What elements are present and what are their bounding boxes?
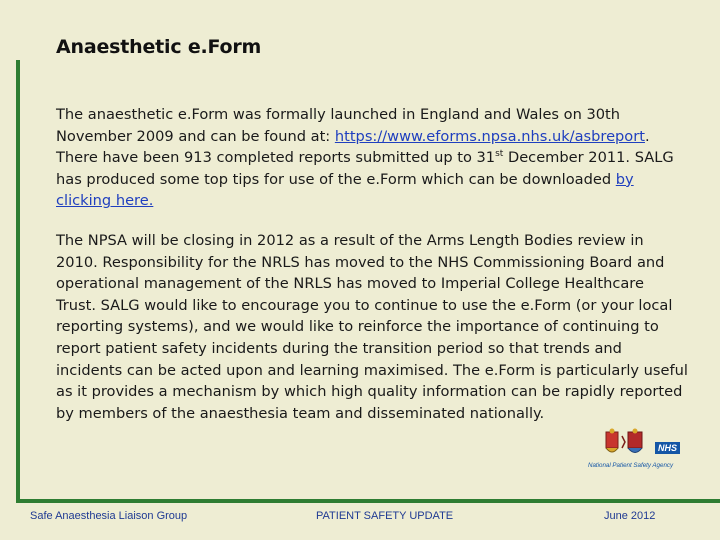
- paragraph-npsa-closing: The NPSA will be closing in 2012 as a result of the Arms Length Bodies review in 2010. Responsibility for the NRLS has moved to the NHS Commissioning Board and operational management of the NRLS has moved to Imperial College Healthcare Trust. SALG would like to encourage you to continue to use the e.Form (or your local reporting systems), and we would like to reinforce the importance of continuing to report patient safety incidents during the transition period so that trends and incidents can be acted upon and learning maximised. The e.Form is particularly useful as it provides a mechanism by which high quality information can be rapidly reported by members of the anaesthesia team and disseminated nationally.: [56, 231, 688, 422]
- slide-body: [56, 104, 688, 442]
- bottom-border-rule: [16, 499, 720, 503]
- paragraph-eform-launch: The anaesthetic e.Form was formally launched in England and Wales on 30th November 2009 and can be found at: https://www.eforms.npsa.nhs.uk/asbreport. There have been 913 completed reports submitted up to 31st December 2011. SALG has produced some top tips for use of the e.Form which can be downloaded by clicking here.: [56, 106, 674, 210]
- agency-name: National Patient Safety Agency: [588, 462, 674, 469]
- slide-title: Anaesthetic e.Form: [56, 36, 262, 58]
- top-tips-download-link[interactable]: by clicking here.: [56, 170, 634, 210]
- footer-title: PATIENT SAFETY UPDATE: [316, 510, 454, 522]
- left-border-rule: [16, 60, 20, 500]
- footer-date: June 2012: [604, 510, 656, 522]
- eform-url-link[interactable]: https://www.eforms.npsa.nhs.uk/asbreport: [334, 127, 645, 145]
- nhs-badge: NHS: [655, 442, 680, 454]
- footer-organisation: Safe Anaesthesia Liaison Group: [30, 510, 188, 522]
